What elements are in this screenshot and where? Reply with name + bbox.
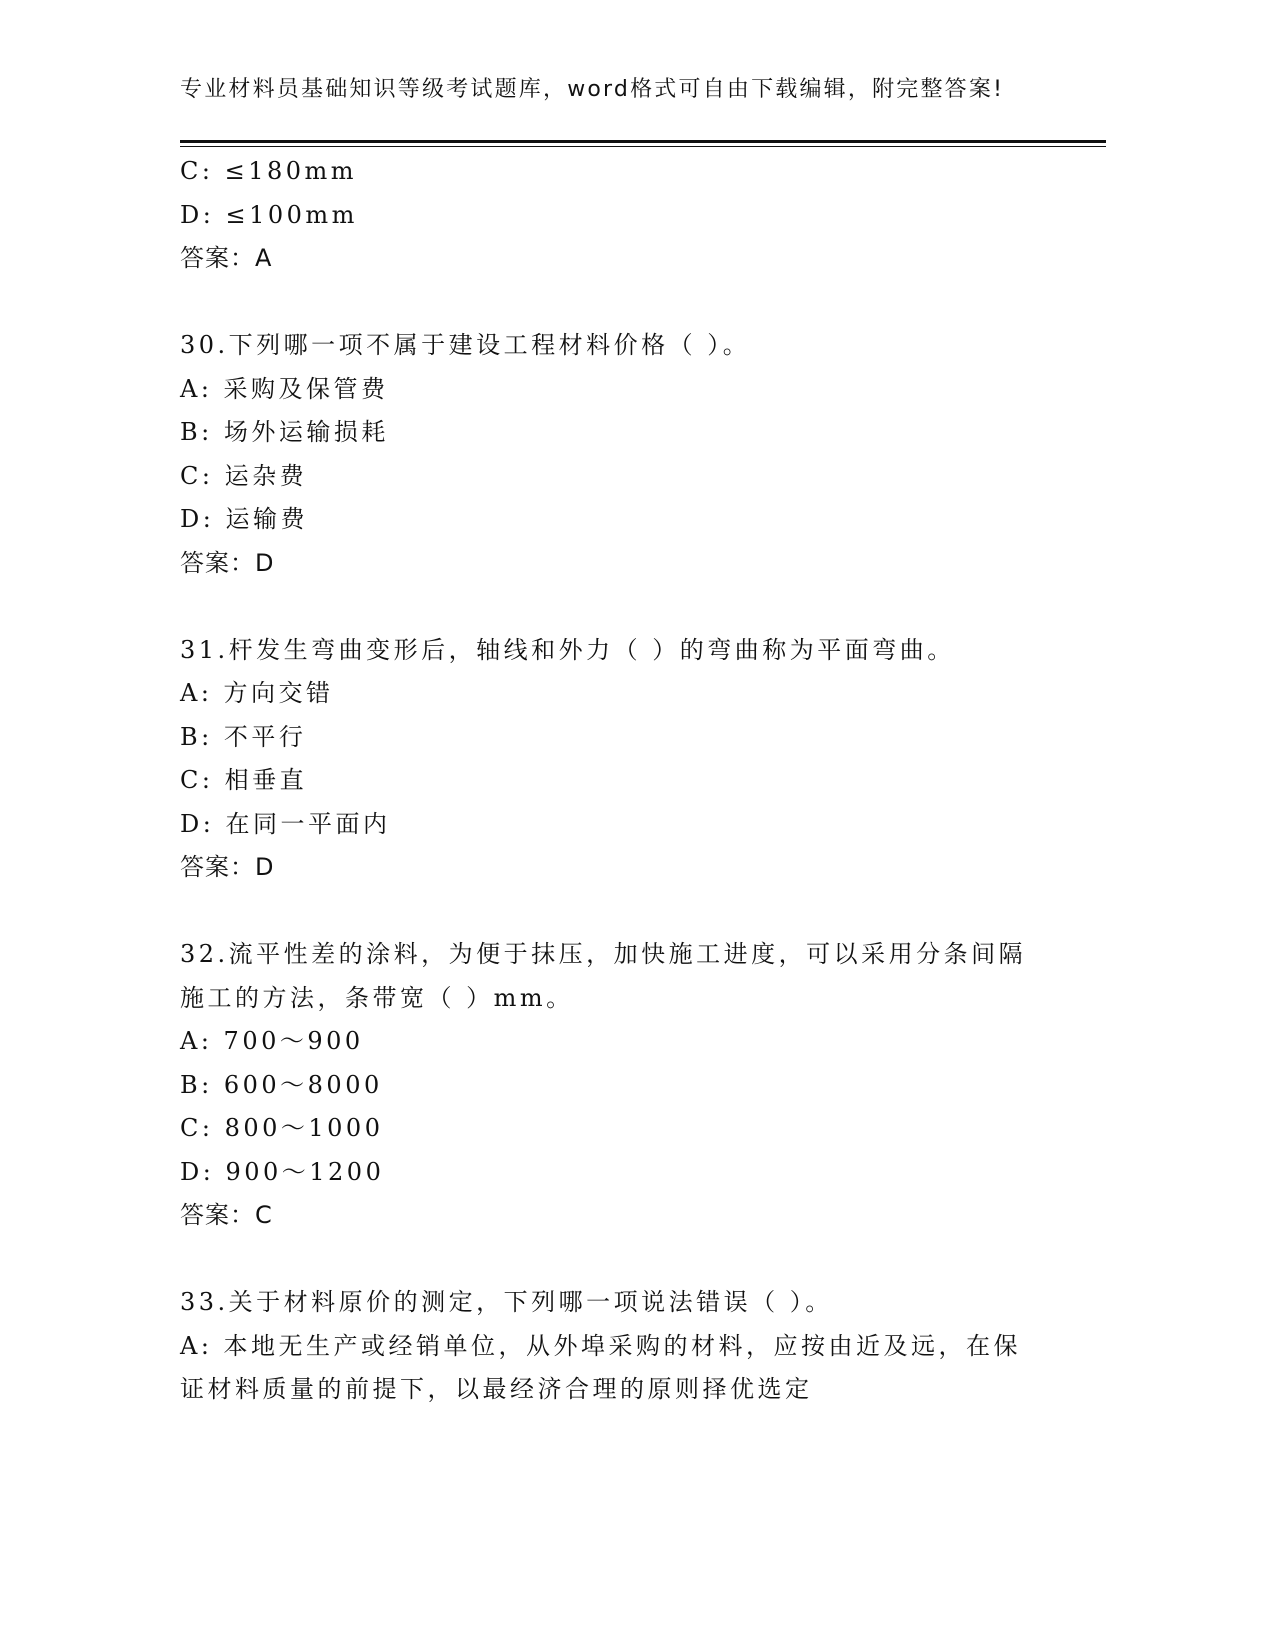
option-b: B: 600～8000 (180, 1070, 383, 1099)
question-33 (180, 1281, 1040, 1412)
option-a: A: 700～900 (180, 1027, 364, 1055)
spacer (180, 281, 1040, 325)
question-stem-continued: 施工的方法，条带宽（ ）mm。 (180, 983, 574, 1012)
answer-line: 答案：D (180, 853, 275, 881)
question-30 (180, 324, 1040, 585)
question-29-fragment (180, 150, 1040, 281)
option-a: A: 采购及保管费 (180, 374, 389, 403)
option-d: D: 在同一平面内 (180, 809, 391, 838)
header-rule-thick (180, 140, 1106, 143)
option-c: C: 800～1000 (180, 1114, 384, 1142)
question-stem: 32.流平性差的涂料，为便于抹压，加快施工进度，可以采用分条间隔 (180, 940, 1027, 968)
question-31 (180, 629, 1040, 890)
option-a-continued: 证材料质量的前提下，以最经济合理的原则择优选定 (180, 1375, 813, 1403)
spacer (180, 1238, 1040, 1282)
spacer (180, 890, 1040, 934)
page-header: 专业材料员基础知识等级考试题库，word格式可自由下载编辑，附完整答案! (180, 77, 1005, 102)
option-a: A: 本地无生产或经销单位，从外埠采购的材料，应按由近及远，在保 (180, 1331, 1022, 1360)
answer-line: 答案：C (180, 1201, 273, 1229)
answer-line: 答案：A (180, 244, 273, 272)
option-d: D: 900～1200 (180, 1157, 385, 1186)
question-stem: 31.杆发生弯曲变形后，轴线和外力（ ）的弯曲称为平面弯曲。 (180, 635, 955, 664)
header-rule-thin (180, 146, 1106, 147)
option-c: C: 运杂费 (180, 461, 308, 490)
spacer (180, 585, 1040, 629)
option-b: B: 场外运输损耗 (180, 418, 389, 446)
option-d: D: ≤100mm (180, 200, 358, 229)
document-body (180, 150, 1040, 1412)
question-stem: 30.下列哪一项不属于建设工程材料价格（ ）。 (180, 331, 751, 359)
option-b: B: 不平行 (180, 722, 307, 751)
question-stem: 33.关于材料原价的测定，下列哪一项说法错误（ ）。 (180, 1288, 833, 1316)
option-d: D: 运输费 (180, 505, 308, 533)
question-32 (180, 933, 1040, 1238)
answer-line: 答案：D (180, 548, 275, 577)
option-a: A: 方向交错 (180, 679, 334, 707)
option-c: C: 相垂直 (180, 766, 308, 794)
option-c: C: ≤180mm (180, 157, 358, 185)
